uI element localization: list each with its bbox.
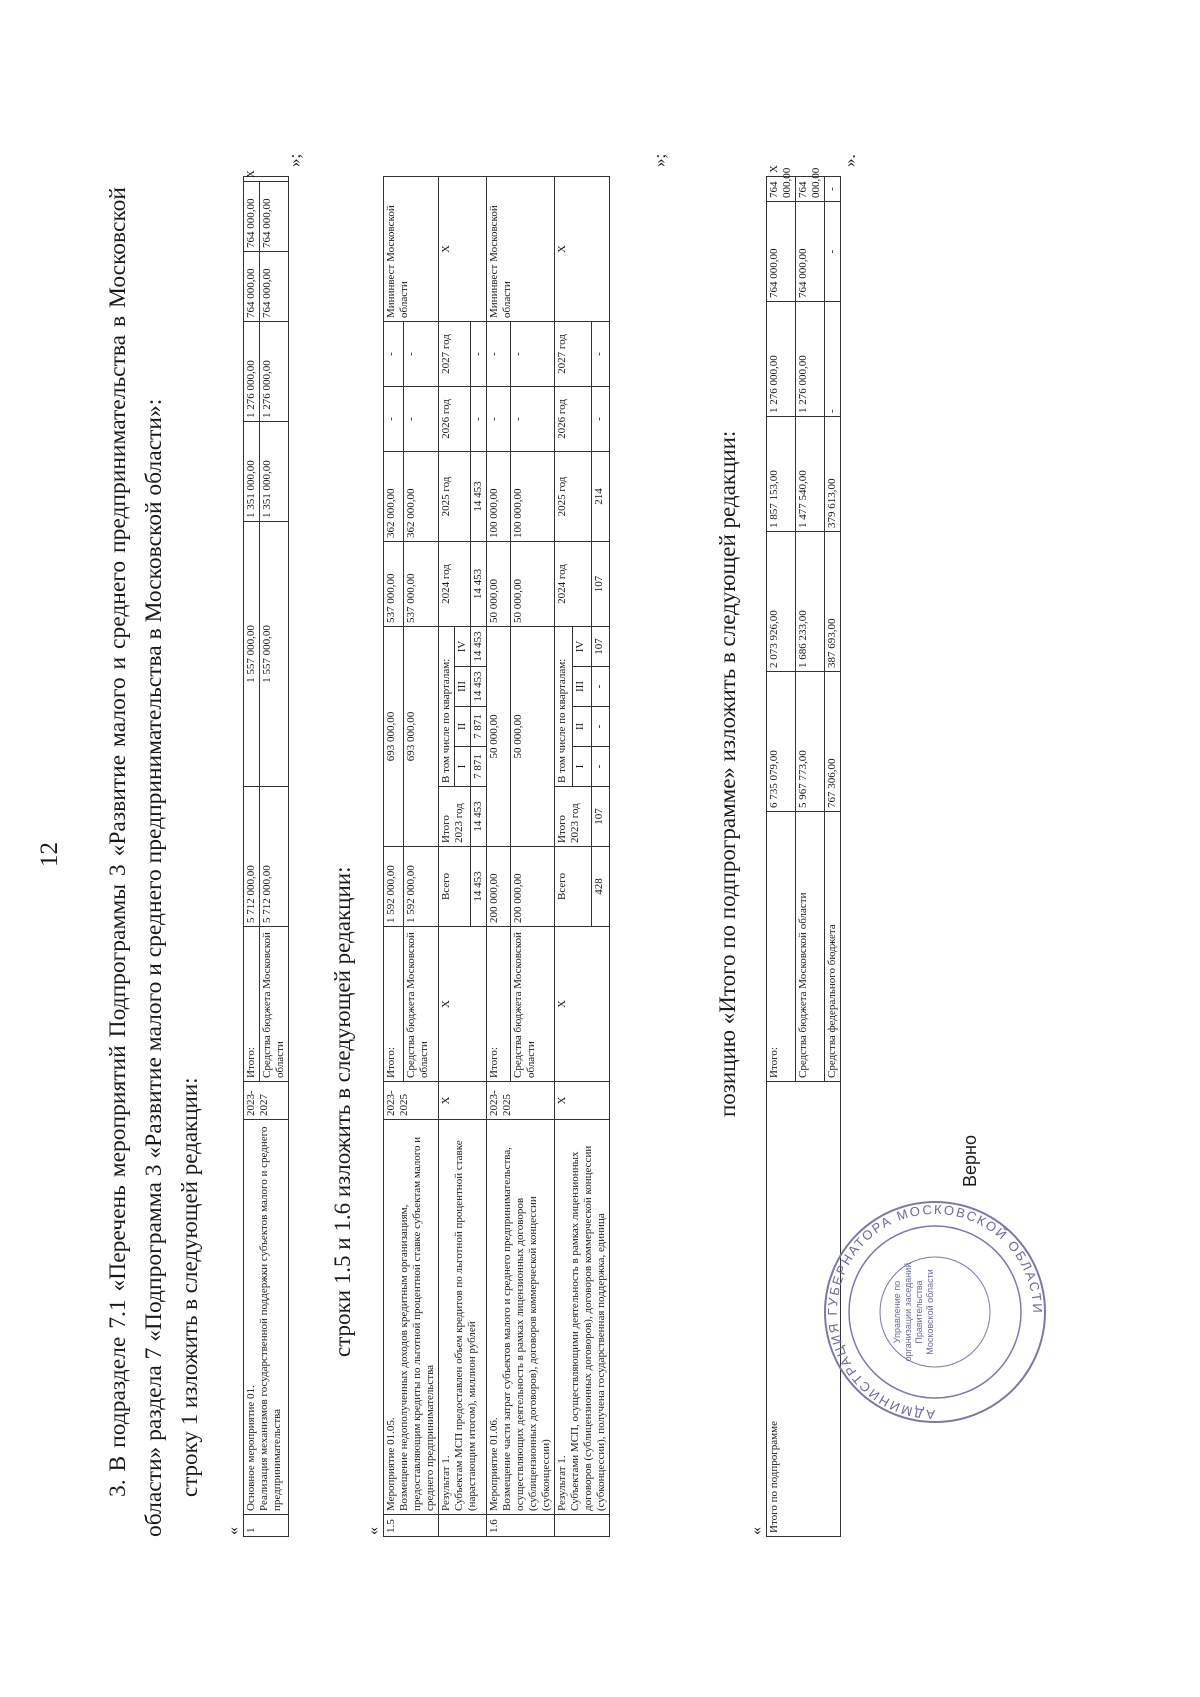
res16-h-2024: 2024 год	[555, 541, 592, 626]
res16-h-2025: 2025 год	[555, 451, 592, 541]
intro-block	[100, 187, 208, 1537]
res16-v-2026: -	[591, 386, 609, 451]
res15-vq1: 7 871	[471, 747, 487, 787]
t3-2026-1: 764 000,00	[796, 202, 825, 302]
r15-2026-b: -	[403, 386, 438, 451]
t3-2025-0: 1 276 000,00	[767, 302, 796, 417]
r15-src-budget: Средства бюджета Московской области	[403, 927, 438, 1082]
table-rows-15-16	[383, 176, 610, 1537]
t3-2026-0: 764 000,00	[767, 202, 796, 302]
t1-total: 5 712 000,00	[244, 787, 260, 927]
res15-v-2024: 14 453	[471, 541, 487, 626]
r16-2027-b: -	[511, 321, 555, 386]
seal-inner-text: Управление по организации заседаний Правительства Московской области	[892, 1262, 935, 1362]
r16-2024-b: 50 000,00	[511, 541, 555, 626]
res16-v-itogo: 107	[591, 787, 609, 847]
t3-src-1: Средства бюджета Московской области	[796, 812, 825, 1082]
res15-h-2026: 2026 год	[439, 386, 471, 451]
res15-q3: III	[455, 667, 471, 707]
intro-paragraph: 3. В подразделе 7.1 «Перечень мероприятий Подпрограммы 3 «Развитие малого и среднего предпринимательства в Московской области» раздела 7 «Подпрограмма 3 «Развитие малого и среднего предпринимательства в Московской области»:	[105, 187, 167, 1537]
r16-total-b: 200 000,00	[511, 847, 555, 927]
res16-vq4: 107	[591, 626, 609, 666]
res16-v-2025: 214	[591, 451, 609, 541]
t3-src-0: Итого:	[767, 812, 796, 1082]
r15-2026: -	[384, 386, 404, 451]
t1-2023-b: 1 557 000,00	[260, 522, 289, 787]
t3-2023-1: 1 686 233,00	[796, 532, 825, 672]
t1-2024: 1 351 000,00	[244, 422, 260, 522]
res15-x1: X	[439, 1082, 487, 1120]
t1-src-total: Итого:	[244, 927, 260, 1082]
res16-h-2026: 2026 год	[555, 386, 592, 451]
res15-h-2027: 2027 год	[439, 321, 471, 386]
r16-2025-b: 100 000,00	[511, 451, 555, 541]
res15-responsible: X	[439, 176, 487, 321]
t3-2027-2: -	[825, 177, 841, 202]
t3-2027-1: 764 000,00	[796, 177, 825, 202]
res16-q1: I	[573, 747, 591, 787]
quote-open-2: «	[365, 1527, 382, 1535]
t1-responsible: X	[244, 177, 289, 182]
res15-v-2027: -	[471, 321, 487, 386]
t3-2026-2: -	[825, 202, 841, 302]
r15-2023: 693 000,00	[384, 626, 404, 846]
t1-2023: 1 557 000,00	[244, 522, 260, 787]
t3-2027-0: 764 000,00	[767, 177, 796, 202]
r16-2023: 50 000,00	[487, 626, 511, 846]
res15-vq3: 14 453	[471, 667, 487, 707]
res15-vq2: 7 871	[471, 707, 487, 747]
res15-v-itogo: 14 453	[471, 787, 487, 847]
r15-period: 2023- 2025	[384, 1082, 439, 1120]
t3-2025-2: -	[825, 302, 841, 417]
res16-v-2024: 107	[591, 541, 609, 626]
res16-x1: X	[555, 1082, 610, 1120]
res15-v-2025: 14 453	[471, 451, 487, 541]
res16-q4: IV	[573, 626, 591, 666]
res15-x2: X	[439, 927, 487, 1082]
r15-2023-b: 693 000,00	[403, 626, 438, 846]
res16-h-total: Всего	[555, 847, 592, 927]
r16-2025: 100 000,00	[487, 451, 511, 541]
table-itogo: Итого по подпрограмме Итого: 6 735 079,00 2 073 926,00 1 857 153,00 1 276 000,00 764 000,00 764 000,00 X Средства бюджета Московской области 5 967 773,00 1 686 233,00 1 477 540,00 1 276 000,00 764 000,00 764 000,00 Средства федерального бюджета 767 306,00 387 693,00 379 613,00 - - -	[766, 176, 841, 1537]
res15-q1: I	[455, 747, 471, 787]
quote-open-1: «	[225, 1527, 242, 1535]
res16-vq3: -	[591, 667, 609, 707]
t1-num: 1	[244, 1515, 289, 1537]
r16-num: 1.6	[487, 1515, 555, 1537]
res16-x2: X	[555, 927, 610, 1082]
r16-2024: 50 000,00	[487, 541, 511, 626]
r16-2026-b: -	[511, 386, 555, 451]
r15-2025: 362 000,00	[384, 451, 404, 541]
r15-2027-b: -	[403, 321, 438, 386]
r16-total: 200 000,00	[487, 847, 511, 927]
t3-2025-1: 1 276 000,00	[796, 302, 825, 417]
res15-h-itogo: Итого 2023 год	[439, 787, 471, 847]
t1-2024-b: 1 351 000,00	[260, 422, 289, 522]
r15-2024: 537 000,00	[384, 541, 404, 626]
r15-2024-b: 537 000,00	[403, 541, 438, 626]
t1-2026: 764 000,00	[244, 252, 260, 322]
t3-2023-0: 2 073 926,00	[767, 532, 796, 672]
res16-h-2027: 2027 год	[555, 321, 592, 386]
t1-2025: 1 276 000,00	[244, 322, 260, 422]
verno-mark: Верно	[960, 1135, 980, 1187]
r16-2023-b: 50 000,00	[511, 626, 555, 846]
t1-period: 2023- 2027	[244, 1082, 289, 1120]
res15-v-2026: -	[471, 386, 487, 451]
r15-total: 1 592 000,00	[384, 847, 404, 927]
res15-q2: II	[455, 707, 471, 747]
instruction-itogo: позицию «Итого по подпрограмме» изложить в следующей редакции:	[715, 430, 740, 1117]
quote-open-3: «	[748, 1527, 765, 1535]
res15-h-2024: 2024 год	[439, 541, 471, 626]
res15-vq4: 14 453	[471, 626, 487, 666]
res16-q2: II	[573, 707, 591, 747]
t3-src-2: Средства федерального бюджета	[825, 812, 841, 1082]
t3-2024-1: 1 477 540,00	[796, 417, 825, 532]
quote-close-3: ».	[840, 154, 859, 167]
res15-q4: IV	[455, 626, 471, 666]
res16-h-quarters: В том числе по кварталам:	[555, 626, 573, 786]
r16-2026: -	[487, 386, 511, 451]
official-seal	[820, 1197, 1050, 1427]
t3-total-1: 5 967 773,00	[796, 672, 825, 812]
res16-q3: III	[573, 667, 591, 707]
r16-2027: -	[487, 321, 511, 386]
res16-v-total: 428	[591, 847, 609, 927]
res16-h-itogo: Итого 2023 год	[555, 787, 592, 847]
quote-close-1: »;	[285, 153, 304, 167]
r15-total-b: 1 592 000,00	[403, 847, 438, 927]
t1-src-budget: Средства бюджета Московской области	[260, 927, 289, 1082]
r16-period: 2023- 2025	[487, 1082, 555, 1120]
t1-2027-b: 764 000,00	[260, 182, 289, 252]
t1-2026-b: 764 000,00	[260, 252, 289, 322]
t1-total-b: 5 712 000,00	[260, 787, 289, 927]
t3-total-0: 6 735 079,00	[767, 672, 796, 812]
res16-name: Результат 1. Субъектами МСП, осуществляющими деятельность в рамках лицензионных договоров (сублицензионных договоров), договоров коммерческой концессии (субконцессии), получена государственная поддержка, единица	[555, 1120, 610, 1515]
r16-name: Мероприятие 01.06. Возмещение части затрат субъектов малого и среднего предпринимательства, осуществляющих деятельность в рамках лицензионных договоров (сублицензионных договоров), договоров коммерческой концессии (субконцессии)	[487, 1120, 555, 1515]
r16-responsible: Мининвест Московской области	[487, 176, 555, 321]
res15-h-quarters: В том числе по кварталам:	[439, 626, 455, 786]
t3-total-2: 767 306,00	[825, 672, 841, 812]
r15-responsible: Мининвест Московской области	[384, 176, 439, 321]
seal-outer-text: АДМИНИСТРАЦИЯ ГУБЕРНАТОРА МОСКОВСКОЙ ОБЛАСТИ	[824, 1201, 1046, 1423]
r15-name: Мероприятие 01.05. Возмещение недополученных доходов кредитным организациям, предоставляющим кредиты по льготной процентной ставке субъектам малого и среднего предпринимательства	[384, 1120, 439, 1515]
r15-src-total: Итого:	[384, 927, 404, 1082]
r15-2025-b: 362 000,00	[403, 451, 438, 541]
res15-h-2025: 2025 год	[439, 451, 471, 541]
res16-responsible: X	[555, 176, 610, 321]
res15-name: Результат 1. Субъектам МСП предоставлен объем кредитов по льготной процентной ставке (нарастающим итогом), миллион рублей	[439, 1120, 487, 1515]
r15-2027: -	[384, 321, 404, 386]
page-number: 12	[36, 842, 63, 867]
r16-src-total: Итого:	[487, 927, 511, 1082]
t3-label: Итого по подпрограмме	[767, 1082, 841, 1537]
t3-2024-0: 1 857 153,00	[767, 417, 796, 532]
instruction-rows-15-16: строки 1.5 и 1.6 изложить в следующей редакции:	[330, 866, 355, 1357]
res16-vq1: -	[591, 747, 609, 787]
t1-2025-b: 1 276 000,00	[260, 322, 289, 422]
seal-graphic	[820, 1197, 1050, 1427]
res15-h-total: Всего	[439, 847, 471, 927]
res15-v-total: 14 453	[471, 847, 487, 927]
table-row-1	[243, 170, 289, 1537]
res16-vq2: -	[591, 707, 609, 747]
t1-2027: 764 000,00	[244, 182, 260, 252]
t3-2023-2: 387 693,00	[825, 532, 841, 672]
res16-v-2027: -	[591, 321, 609, 386]
t3-2024-2: 379 613,00	[825, 417, 841, 532]
instruction-row1: строку 1 изложить в следующей редакции:	[177, 1077, 202, 1497]
t1-name: Основное мероприятие 01. Реализация механизмов государственной поддержки субъектов малого и среднего предпринимательства	[244, 1120, 289, 1515]
r16-src-budget: Средства бюджета Московской области	[511, 927, 555, 1082]
r15-num: 1.5	[384, 1515, 439, 1537]
quote-close-2: »;	[650, 153, 669, 167]
